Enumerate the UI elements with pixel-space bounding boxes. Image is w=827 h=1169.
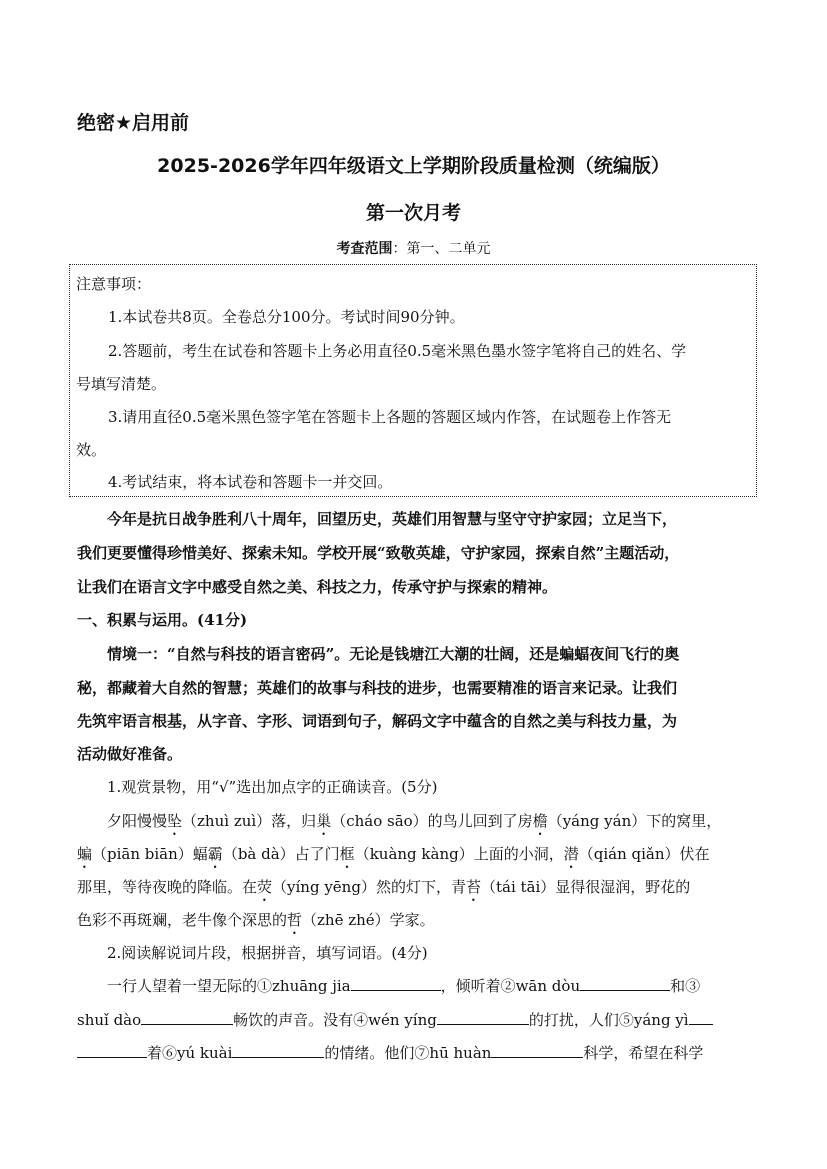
pinyin-cue: ，倾听着②wān dòu [440, 977, 581, 995]
exam-subtitle: 第一次月考 [365, 202, 461, 224]
pinyin-cue: 的打扰，人们⑤yáng yì [528, 1011, 689, 1029]
q1-text: （yíng yēng）然的灯下，青 [272, 878, 466, 896]
dotted-char: 坠 [167, 812, 183, 830]
notice-item-3: 3.请用直径0.5毫米黑色签字笔在答题卡上各题的答题区域内作答，在试题卷上作答无 [108, 408, 672, 426]
question-2-line-3 [77, 1042, 753, 1063]
pinyin-cue: 着⑥yú kuài [147, 1044, 233, 1062]
q1-text: （qián qiǎn）伏在 [578, 845, 710, 863]
question-1-line-4 [77, 909, 753, 938]
dotted-char: 潜 [563, 845, 579, 863]
q1-text: （cháo sāo）的鸟儿回到了房 [331, 812, 533, 830]
question-2-line-2 [77, 1009, 753, 1030]
question-2-line-1 [107, 975, 783, 996]
q1-text: （kuàng kàng）上面的小洞， [354, 845, 564, 863]
notice-heading: 注意事项： [76, 275, 152, 293]
section-1-heading: 一、积累与运用。(41分) [77, 611, 248, 629]
situation-line-2: 秘，都藏着大自然的智慧；英雄们的故事与科技的进步，也需要精准的语言来记录。让我们 [77, 679, 678, 697]
notice-item-1: 1.本试卷共8页。全卷总分100分。考试时间90分钟。 [108, 308, 465, 326]
notice-item-2-cont: 号填写清楚。 [76, 375, 167, 393]
scope-value: ：第一、二单元 [392, 241, 491, 257]
pinyin-cue: shuǐ dào [77, 1011, 142, 1029]
answer-blank-4[interactable] [437, 1009, 529, 1025]
intro-line-1: 今年是抗日战争胜利八十周年，回望历史，英雄们用智慧与坚守守护家园；立足当下， [107, 510, 678, 528]
answer-blank-5a[interactable] [689, 1009, 713, 1025]
q1-text: （yáng yán）下的窝里， [547, 812, 722, 830]
q1-text: （bà dà）占了门 [222, 845, 340, 863]
q1-text: （tái tāi）显得很湿润，野花的 [480, 878, 691, 896]
secret-label: 绝密★启用前 [77, 112, 190, 134]
intro-line-2: 我们更要懂得珍惜美好、探索未知。学校开展“致敬英雄，守护家园，探索自然”主题活动， [77, 544, 680, 562]
notice-item-3-cont: 效。 [76, 441, 107, 459]
q1-text: 夕阳慢慢 [107, 812, 168, 830]
pinyin-cue: 和③ [670, 977, 701, 995]
scope-label: 考查范围 [336, 241, 393, 257]
question-1-prompt: 1.观赏景物，用“√”选出加点字的正确读音。(5分) [107, 778, 438, 796]
q1-text: 那里，等待夜晚的降临。在 [77, 878, 258, 896]
answer-blank-5b[interactable] [77, 1042, 147, 1058]
dotted-char: 框 [339, 845, 355, 863]
q1-text: 色彩不再斑斓，老牛像个深思的 [77, 911, 288, 929]
dotted-char: 哲 [287, 911, 303, 929]
notice-item-2: 2.答题前，考生在试卷和答题卡上务必用直径0.5毫米黑色墨水签字笔将自己的姓名、学 [108, 342, 687, 360]
q1-text: （zhē zhé）学家。 [302, 911, 435, 929]
dotted-char: 荧 [257, 878, 273, 896]
situation-line-1: 情境一：“自然与科技的语言密码”。无论是钱塘江大潮的壮阔，还是蝙蝠夜间飞行的奥 [107, 645, 680, 663]
question-2-prompt: 2.阅读解说词片段，根据拼音，填写词语。(4分) [107, 944, 428, 962]
q1-text: （piān biān）蝠 [92, 845, 208, 863]
exam-title: 2025-2026学年四年级语文上学期阶段质量检测（统编版） [157, 155, 670, 177]
exam-scope [0, 238, 827, 258]
situation-line-4: 活动做好准备。 [77, 745, 183, 763]
dotted-char: 苔 [465, 878, 481, 896]
pinyin-cue: 科学，希望在科学 [583, 1044, 704, 1062]
answer-blank-1[interactable] [351, 975, 441, 991]
situation-line-3: 先筑牢语言根基，从字音、字形、词语到句子，解码文字中蕴含的自然之美与科技力量，为 [77, 712, 678, 730]
pinyin-cue: 畅饮的声音。没有④wén yíng [233, 1011, 437, 1029]
question-1-line-3 [77, 876, 753, 905]
notice-item-4: 4.考试结束，将本试卷和答题卡一并交回。 [108, 473, 393, 491]
pinyin-cue: 的情绪。他们⑦hū huàn [324, 1044, 492, 1062]
question-1-line-2 [77, 843, 753, 872]
notice-box [69, 264, 757, 497]
dotted-char: 蝙 [77, 845, 93, 863]
dotted-char: 巢 [316, 812, 332, 830]
pinyin-cue: 一行人望着一望无际的①zhuāng jia [107, 977, 351, 995]
answer-blank-3[interactable] [141, 1009, 233, 1025]
answer-blank-6[interactable] [232, 1042, 324, 1058]
answer-blank-7[interactable] [491, 1042, 583, 1058]
q1-text: （zhuì zuì）落，归 [182, 812, 317, 830]
intro-line-3: 让我们在语言文字中感受自然之美、科技之力，传承守护与探索的精神。 [77, 578, 558, 596]
question-1-line-1 [107, 810, 783, 839]
answer-blank-2[interactable] [580, 975, 670, 991]
dotted-char: 檐 [532, 812, 548, 830]
dotted-char: 霸 [207, 845, 223, 863]
